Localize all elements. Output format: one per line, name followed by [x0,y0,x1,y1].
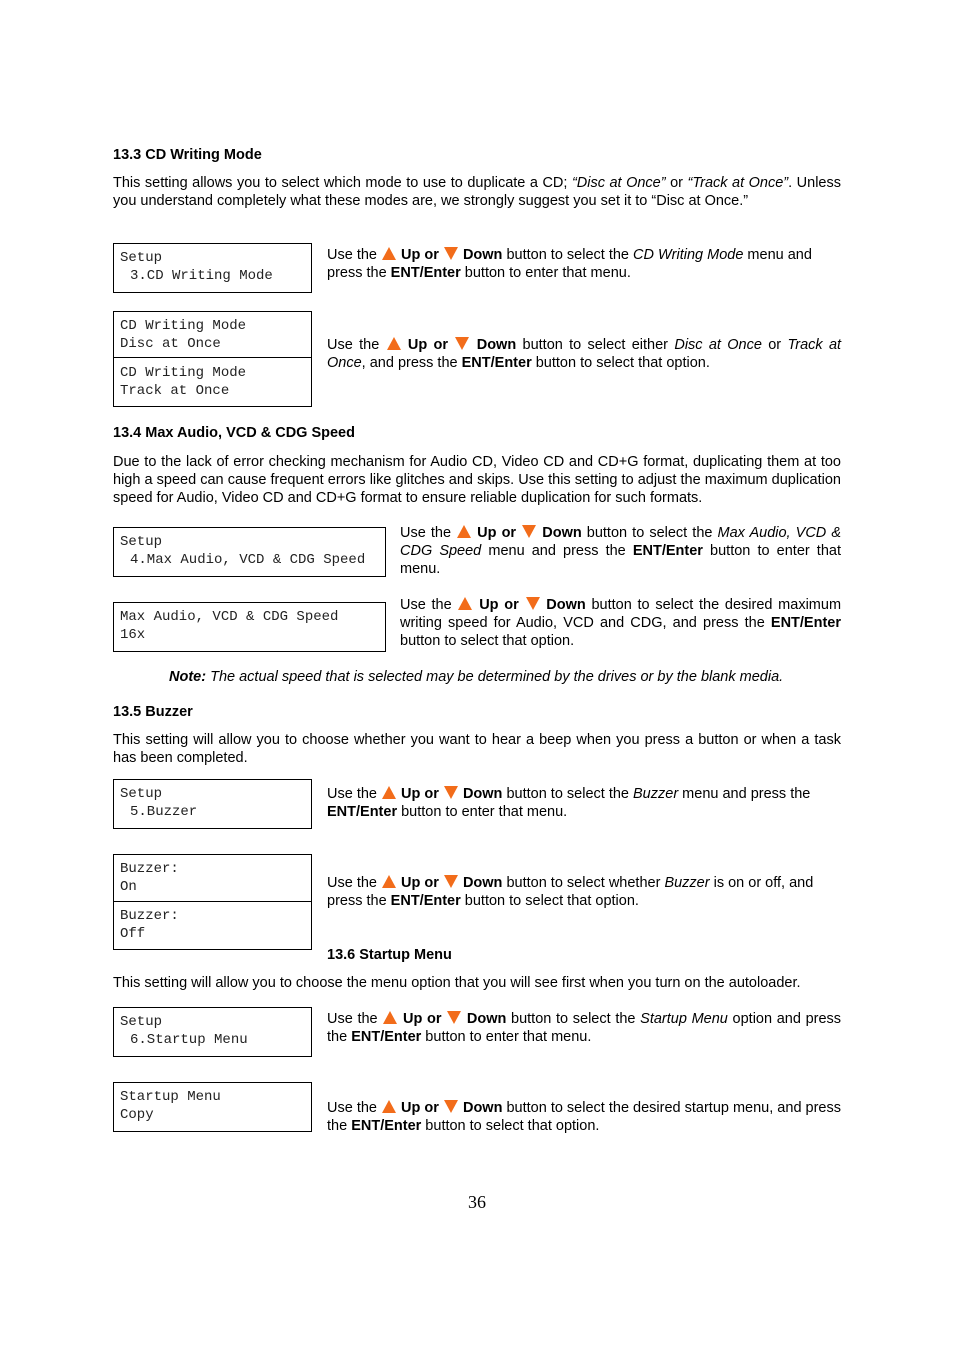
up-triangle-icon [457,525,471,538]
section-heading-13-6: 13.6 Startup Menu [327,947,452,963]
section-heading-13-5: 13.5 Buzzer [113,704,193,720]
lcd-line-2: 6.Startup Menu [130,1031,248,1048]
lcd-line-1: Setup [120,534,163,550]
down-triangle-icon [444,247,458,260]
lcd-display-setup-cd-writing-mode [113,243,312,293]
lcd-divider [113,357,312,358]
down-triangle-icon [444,875,458,888]
note-13-4: Note: The actual speed that is selected may be determined by the drives or by the blank media. [169,669,784,685]
lcd-display-buzzer-options [113,854,312,950]
note-label: Note: [169,669,207,685]
down-triangle-icon [526,597,540,610]
instruction-13-3-select-menu: Use the Up or Down button to select the CD Writing Mode menu and press the ENT/Enter button to enter that menu. [327,247,812,281]
lcd-line-2: Track at Once [120,382,230,399]
lcd-display-cd-writing-mode-options [113,311,312,407]
section-intro-13-3: This setting allows you to select which mode to use to duplicate a CD; “Disc at Once” or “Track at Once”. Unless you understand completely what these modes are, we strongly suggest you set it to “Disc at Once.” [113,175,841,209]
lcd-line-2: Copy [120,1106,154,1123]
up-triangle-icon [383,1011,397,1024]
lcd-line-1: CD Writing Mode [120,365,247,381]
lcd-line-2: 16x [120,626,146,643]
lcd-line-1: Buzzer: [120,861,179,877]
lcd-line-1: Setup [120,250,163,266]
down-triangle-icon [455,337,469,350]
lcd-line-1: Setup [120,786,163,802]
section-heading-13-4: 13.4 Max Audio, VCD & CDG Speed [113,425,355,441]
section-intro-13-6: This setting will allow you to choose the menu option that you will see first when you turn on the autoloader. [113,975,801,991]
section-heading-13-3: 13.3 CD Writing Mode [113,147,262,163]
lcd-display-setup-max-audio [113,527,386,577]
lcd-line-1: Buzzer: [120,908,179,924]
lcd-line-2: Off [120,925,146,942]
page-number: 36 [468,1192,486,1212]
lcd-line-2: 5.Buzzer [130,803,198,820]
instruction-13-4-select-menu: Use the Up or Down button to select the Max Audio, VCD & CDG Speed menu and press the ENT/Enter button to enter that menu. [400,525,842,577]
instruction-13-6-select-menu: Use the Up or Down button to select the Startup Menu option and press the ENT/Enter button to enter that menu. [327,1011,842,1045]
lcd-display-startup-menu-copy [113,1082,312,1132]
lcd-line-1: Setup [120,1014,163,1030]
lcd-line-2: 3.CD Writing Mode [130,267,273,284]
lcd-divider [113,901,312,902]
instruction-13-5-select-menu: Use the Up or Down button to select the Buzzer menu and press the ENT/Enter button to enter that menu. [327,786,811,820]
lcd-line-2: Disc at Once [120,335,221,352]
instruction-13-6-select-option: Use the Up or Down button to select the desired startup menu, and press the ENT/Enter button to select that option. [327,1100,841,1134]
lcd-display-setup-buzzer [113,779,312,829]
section-intro-13-5: This setting will allow you to choose whether you want to hear a beep when you press a button or when a task has been completed. [113,732,841,766]
down-triangle-icon [522,525,536,538]
lcd-display-setup-startup-menu [113,1007,312,1057]
instruction-13-5-select-option: Use the Up or Down button to select whether Buzzer is on or off, and press the ENT/Enter button to select that option. [327,875,814,909]
instruction-13-4-select-speed: Use the Up or Down button to select the desired maximum writing speed for Audio, VCD and CDG, and press the ENT/Enter button to select that option. [400,597,842,649]
up-triangle-icon [382,1100,396,1113]
up-triangle-icon [458,597,472,610]
lcd-line-1: Max Audio, VCD & CDG Speed [120,609,339,625]
lcd-line-1: Startup Menu [120,1089,221,1105]
lcd-display-max-audio-speed [113,602,386,652]
lcd-line-1: CD Writing Mode [120,318,247,334]
up-triangle-icon [382,875,396,888]
section-intro-13-4: Due to the lack of error checking mechanism for Audio CD, Video CD and CD+G format, duplicating them at too high a speed can cause frequent errors like glitches and skips. Use this setting to adjust the maximum duplication speed for Audio, Video CD and CD+G format to ensure reliable duplication for such formats. [113,454,841,506]
up-triangle-icon [382,247,396,260]
down-triangle-icon [447,1011,461,1024]
down-triangle-icon [444,1100,458,1113]
lcd-line-2: 4.Max Audio, VCD & CDG Speed [130,551,366,568]
up-triangle-icon [382,786,396,799]
lcd-line-2: On [120,878,137,895]
down-triangle-icon [444,786,458,799]
up-triangle-icon [387,337,401,350]
instruction-13-3-select-option: Use the Up or Down button to select either Disc at Once or Track at Once, and press the ENT/Enter button to select that option. [327,337,842,371]
